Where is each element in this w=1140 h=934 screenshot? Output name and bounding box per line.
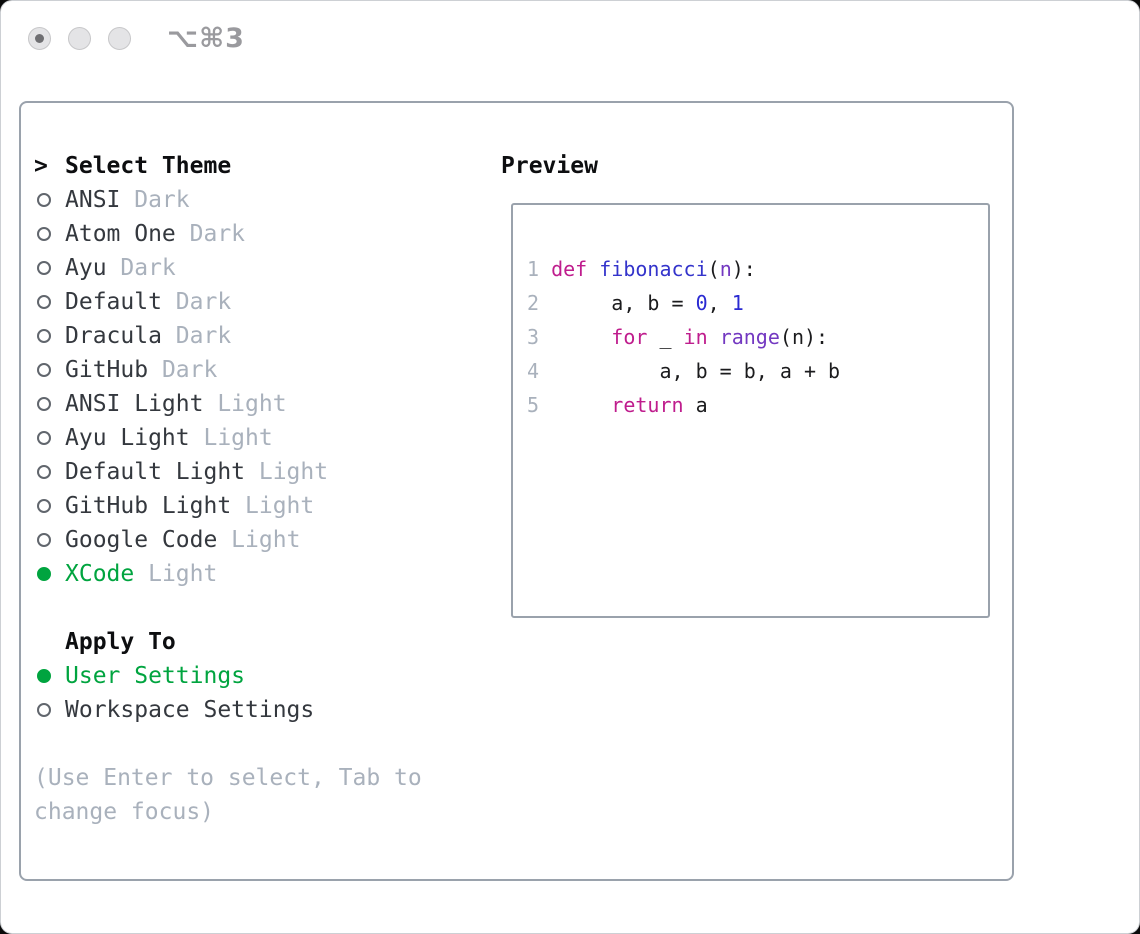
apply-to-title: Apply To bbox=[65, 629, 176, 655]
preview-box bbox=[511, 203, 990, 618]
option-label: Atom One Dark bbox=[65, 221, 246, 247]
apply-to-list bbox=[34, 659, 422, 727]
radio-icon bbox=[37, 193, 51, 207]
option-label: XCode Light bbox=[65, 561, 218, 587]
option-label: Default Light Light bbox=[65, 459, 329, 485]
theme-option[interactable] bbox=[34, 489, 422, 523]
radio-icon bbox=[37, 431, 51, 445]
option-label: Google Code Light bbox=[65, 527, 301, 553]
titlebar bbox=[1, 1, 1139, 77]
theme-option[interactable] bbox=[34, 251, 422, 285]
theme-option[interactable] bbox=[34, 557, 422, 591]
apply-option[interactable] bbox=[34, 693, 422, 727]
preview-title: Preview bbox=[501, 153, 598, 179]
radio-icon bbox=[37, 329, 51, 343]
select-theme-title: Select Theme bbox=[65, 153, 232, 179]
spacer-row bbox=[34, 727, 422, 761]
spacer-row bbox=[34, 591, 422, 625]
radio-icon bbox=[37, 227, 51, 241]
preview-code-line: 1 def fibonacci(n): bbox=[527, 257, 756, 281]
focused-window-dot-icon bbox=[35, 34, 44, 43]
radio-icon bbox=[37, 363, 51, 377]
window-button-zoom[interactable] bbox=[108, 27, 131, 50]
preview-code-line: 3 for _ in range(n): bbox=[527, 325, 829, 349]
theme-option[interactable] bbox=[34, 421, 422, 455]
theme-option[interactable] bbox=[34, 387, 422, 421]
radio-selected-icon bbox=[37, 669, 51, 683]
option-label: ANSI Light Light bbox=[65, 391, 287, 417]
radio-icon bbox=[37, 703, 51, 717]
hint-line: (Use Enter to select, Tab to bbox=[34, 765, 422, 791]
radio-icon bbox=[37, 499, 51, 513]
radio-icon bbox=[37, 465, 51, 479]
window-shortcut-label: ⌥⌘3 bbox=[167, 23, 245, 54]
window-button-close[interactable] bbox=[28, 27, 51, 50]
option-label: ANSI Dark bbox=[65, 187, 190, 213]
theme-list bbox=[34, 183, 422, 591]
theme-option[interactable] bbox=[34, 455, 422, 489]
option-label: Workspace Settings bbox=[65, 697, 315, 723]
help-hint bbox=[34, 761, 422, 829]
radio-icon bbox=[37, 397, 51, 411]
option-label: Dracula Dark bbox=[65, 323, 232, 349]
radio-selected-icon bbox=[37, 567, 51, 581]
hint-line: change focus) bbox=[34, 799, 215, 825]
theme-option[interactable] bbox=[34, 319, 422, 353]
theme-option[interactable] bbox=[34, 217, 422, 251]
preview-code-line: 2 a, b = 0, 1 bbox=[527, 291, 744, 315]
option-label: GitHub Light Light bbox=[65, 493, 315, 519]
theme-option[interactable] bbox=[34, 353, 422, 387]
preview-blank-line bbox=[527, 422, 840, 456]
option-label: Default Dark bbox=[65, 289, 232, 315]
theme-option[interactable] bbox=[34, 183, 422, 217]
window-button-minimize[interactable] bbox=[68, 27, 91, 50]
radio-icon bbox=[37, 533, 51, 547]
theme-list-column bbox=[34, 149, 422, 829]
option-label: Ayu Light Light bbox=[65, 425, 273, 451]
option-label: GitHub Dark bbox=[65, 357, 218, 383]
apply-option[interactable] bbox=[34, 659, 422, 693]
radio-icon bbox=[37, 261, 51, 275]
option-label: User Settings bbox=[65, 663, 246, 689]
preview-code bbox=[527, 252, 840, 456]
cursor-icon: > bbox=[34, 153, 48, 179]
option-label: Ayu Dark bbox=[65, 255, 176, 281]
radio-icon bbox=[37, 295, 51, 309]
theme-option[interactable] bbox=[34, 523, 422, 557]
preview-code-line: 4 a, b = b, a + b bbox=[527, 359, 841, 383]
select-theme-header-row bbox=[34, 149, 422, 183]
apply-to-header-row bbox=[34, 625, 422, 659]
theme-option[interactable] bbox=[34, 285, 422, 319]
preview-code-line: 5 return a bbox=[527, 393, 708, 417]
